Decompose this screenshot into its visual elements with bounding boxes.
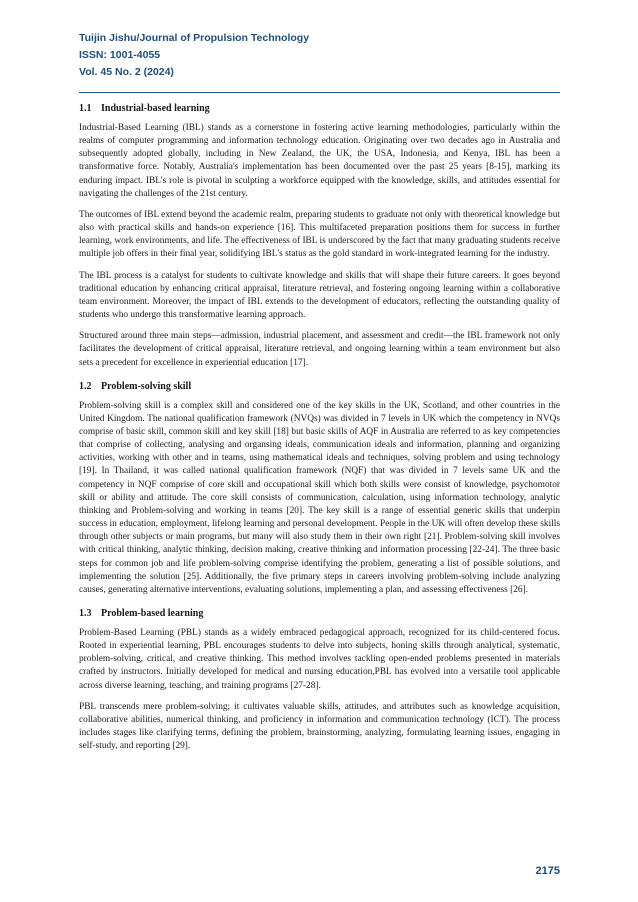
section-heading xyxy=(79,380,560,393)
section-title: Problem-solving skill xyxy=(101,380,192,392)
section-number: 1.2 xyxy=(79,380,92,392)
section-problem-solving-skill xyxy=(79,380,560,597)
section-problem-based-learning xyxy=(79,607,560,753)
journal-title: Tuijin Jishu/Journal of Propulsion Technology xyxy=(79,32,310,44)
section-number: 1.3 xyxy=(79,608,92,619)
paragraph: PBL transcends mere problem-solving; it cultivates valuable skills, attitudes, and attributes such as knowledge acquisition, collaborative abilities, numerical thinking, and proficiency in information and communication technology (ICT). The process includes stages like clarifying terms, defining the problem, brainstorming, analyzing, formulating learning issues, engaging in self-study, and reporting [29]. xyxy=(79,701,560,752)
page-number: 2175 xyxy=(535,865,560,877)
section-number: 1.1 xyxy=(79,103,92,114)
section-title: Industrial-based learning xyxy=(101,103,210,114)
section-heading xyxy=(79,607,560,620)
paragraph: The IBL process is a catalyst for students to cultivate knowledge and skills that will shape their future careers. It goes beyond traditional education by enhancing critical appraisal, literature retrieval, and fostering ongoing learning within a collaborative team environment. Moreover, the impact of IBL extends to the development of educators, reflecting the outstanding quality of students who undergo this transformative learning approach. xyxy=(79,270,560,321)
paragraph: The outcomes of IBL extend beyond the academic realm, preparing students to graduate not only with theoretical knowledge but also with practical skills and hands-on experience [16]. This multifaceted preparation positions them for success in further learning, work environments, and life. The effectiveness of IBL is underscored by the fact that many graduating students receive multiple job offers in their final year, solidifying IBL's status as the gold standard in work-integrated learning for the industry. xyxy=(79,209,560,260)
journal-header xyxy=(79,30,559,81)
journal-volume: Vol. 45 No. 2 (2024) xyxy=(79,66,174,78)
paragraph: Problem-solving skill is a complex skill and considered one of the key skills in the UK, Scotland, and other countries in the United Kingdom. The national qualification framework (NVQs) was divided in 7 levels in UK which the competency in NVQs comprise of basic skill, common skill and key skill [18] but basic skills of AQF in Australia are referred to as key competencies that comprise of collecting, analysing and organsing ideals, communication ideals and information, planning and organizing activities, working with other and in teams, using mathematical ideals and techniques, solving problem and using technology [19]. In Thailand, it was called national qualification framework (NQF) that was divided in 7 levels same UK and the competency in NQF comprise of core skill and occupational skill which both skills were consist of knowledge, psychomotor skill or ability and attitude. The core skill consists of communication, calculation, using information technology, analytic thinking and Problem-solving and working in teams [20]. The key skill is a range of essential generic skills that underpin success in education, employment, lifelong learning and personal development. People in the UK will often develop these skills through other subjects or main programs, but many will also study them in their own right [21]. Problem-solving skill involves with critical thinking, analytic thinking, decision making, creative thinking and information processing [22-24]. The three basic steps for common job and life problem-solving comprise identifying the problem, generating a list of possible solutions, and implementing the solution [25]. Additionally, the five primary steps in careers involving problem-solving include analyzing causes, generating alternative interventions, evaluating solutions, implementing a plan, and assessing effectiveness [26]. xyxy=(79,400,560,595)
article-body xyxy=(79,102,560,761)
section-heading xyxy=(79,102,560,115)
section-title: Problem-based learning xyxy=(101,608,204,619)
header-divider xyxy=(79,92,560,93)
section-industrial-based-learning xyxy=(79,102,560,370)
paragraph: Problem-Based Learning (PBL) stands as a widely embraced pedagogical approach, recognized for its child-centered focus. Rooted in experiential learning, PBL encourages students to delve into subjects, honing skills through analytical, systematic, problem-solving, critical, and creative thinking. This method involves tackling open-ended problems presented in materials crafted by instructors. Initially developed for medical and nursing education,PBL has evolved into a versatile tool applicable across diverse learning, teaching, and training programs [27-28]. xyxy=(79,628,560,691)
paragraph: Industrial-Based Learning (IBL) stands as a cornerstone in fostering active learning methodologies, particularly within the realms of computer programming and information technology education. Originating over two decades ago in Australia and subsequently adopted globally, including in New Zealand, the UK, the USA, Indonesia, and Kenya, IBL has been a transformative force. Notably, Australia's implementation has been documented over the past 25 years [8-15], marking its enduring impact. IBL's role is pivotal in sculpting a workforce equipped with the knowledge, skills, and attitudes essential for navigating the challenges of the 21st century. xyxy=(79,123,560,199)
journal-issn: ISSN: 1001-4055 xyxy=(79,49,161,61)
paragraph: Structured around three main steps—admission, industrial placement, and assessment and credit—the IBL framework not only facilitates the development of critical appraisal, literature retrieval, and ongoing learning within a team environment but also sets a precedent for excellence in experiential education [17]. xyxy=(79,331,560,368)
